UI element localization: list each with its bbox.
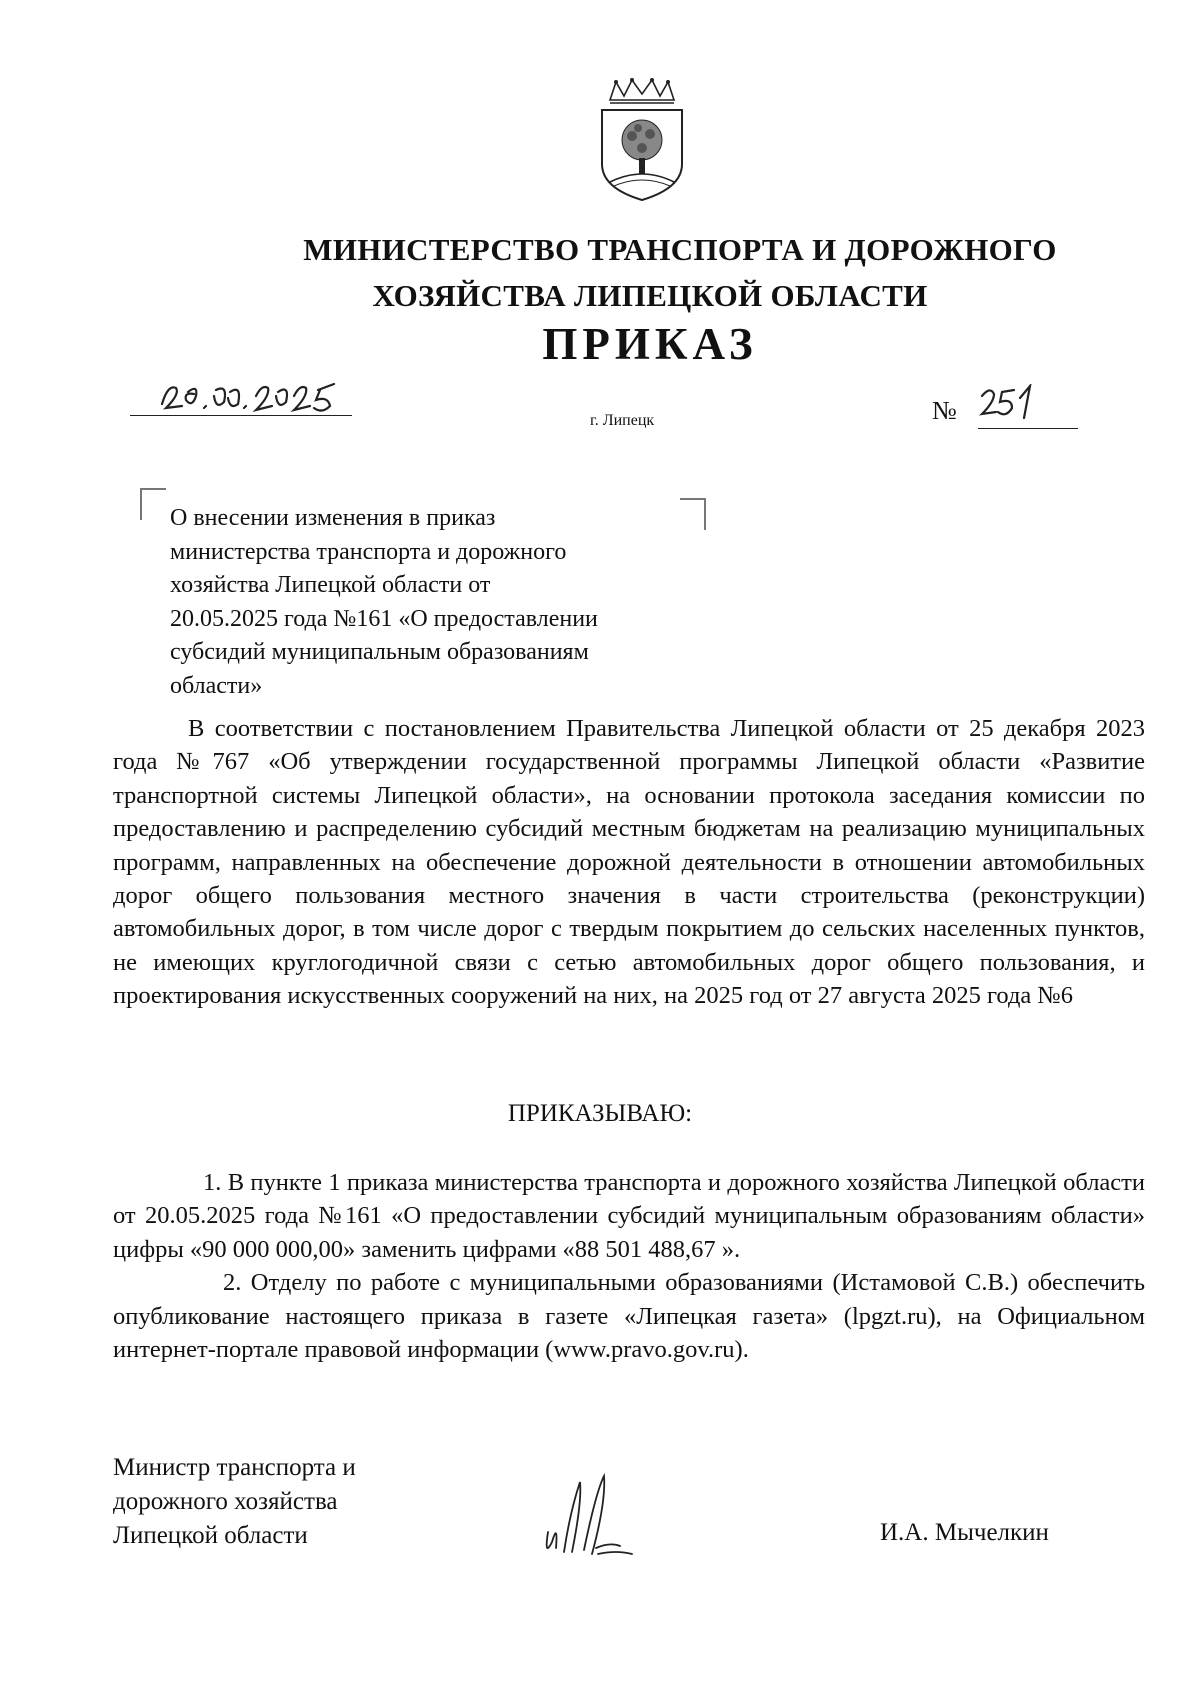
order-items bbox=[113, 1166, 1145, 1366]
date-underline bbox=[130, 415, 352, 416]
document-type-title: ПРИКАЗ bbox=[542, 319, 758, 369]
city-label: г. Липецк bbox=[590, 412, 655, 429]
handwritten-date bbox=[158, 374, 348, 414]
subject-line: О внесении изменения в приказ bbox=[170, 505, 496, 531]
subject-line: субсидий муниципальным образованиям bbox=[170, 639, 589, 665]
order-item-1: 1. В пункте 1 приказа министерства транспорта и дорожного хозяйства Липецкой области от 20.05.2025 года №161 «О предоставлении субсидий муниципальным образованиям области» цифры «90 000 000,00» заменить цифрами «88 501 488,67 ». bbox=[113, 1169, 1145, 1263]
signatory-position bbox=[113, 1451, 356, 1553]
order-word: ПРИКАЗЫВАЮ: bbox=[507, 1100, 693, 1127]
subject-line: 20.05.2025 года №161 «О предоставлении bbox=[170, 605, 598, 632]
subject-corner-left bbox=[140, 488, 166, 520]
signatory-position-line: дорожного хозяйства bbox=[113, 1488, 338, 1515]
signatory-name: И.А. Мычелкин bbox=[880, 1519, 1049, 1546]
ministry-name-line-2: ХОЗЯЙСТВА ЛИПЕЦКОЙ ОБЛАСТИ bbox=[372, 278, 928, 313]
handwritten-signature bbox=[540, 1462, 660, 1562]
signatory-position-line: Министр транспорта и bbox=[113, 1454, 356, 1481]
ministry-name-line-1: МИНИСТЕРСТВО ТРАНСПОРТА И ДОРОЖНОГО bbox=[303, 232, 1057, 267]
coat-of-arms-icon bbox=[596, 78, 688, 202]
order-subject bbox=[170, 502, 710, 703]
preamble-paragraph: В соответствии с постановлением Правительства Липецкой области от 25 декабря 2023 года №767 «Об утверждении государственной программы Липецкой области «Развитие транспортной системы Липецкой области», на основании протокола заседания комиссии по предоставлению и распределению субсидий местным бюджетам на реализацию муниципальных программ, направленных на обеспечение дорожной деятельности в отношении автомобильных дорог общего пользования местного значения в части строительства (реконструкции) автомобильных дорог, в том числе дорог с твердым покрытием до сельских населенных пунктов, не имеющих круглогодичной связи с сетью автомобильных дорог общего пользования, и проектирования искусственных сооружений на них, на 2025 год от 27 августа 2025 года №6 bbox=[113, 715, 1145, 1010]
subject-line: области» bbox=[170, 672, 263, 699]
signatory-position-line: Липецкой области bbox=[113, 1522, 308, 1549]
preamble-section bbox=[113, 712, 1145, 1013]
order-item-2: 2. Отделу по работе с муниципальными образованиями (Истамовой С.В.) обеспечить опубликование настоящего приказа в газете «Липецкая газета» (lpgzt.ru), на Официальном интернет-портале правовой информации (www.pravo.gov.ru). bbox=[113, 1269, 1145, 1364]
number-sign: № bbox=[932, 396, 957, 425]
number-underline bbox=[978, 428, 1078, 429]
subject-line: министерства транспорта и дорожного bbox=[170, 538, 567, 565]
subject-line: хозяйства Липецкой области от bbox=[170, 572, 491, 598]
handwritten-order-number bbox=[978, 384, 1038, 420]
